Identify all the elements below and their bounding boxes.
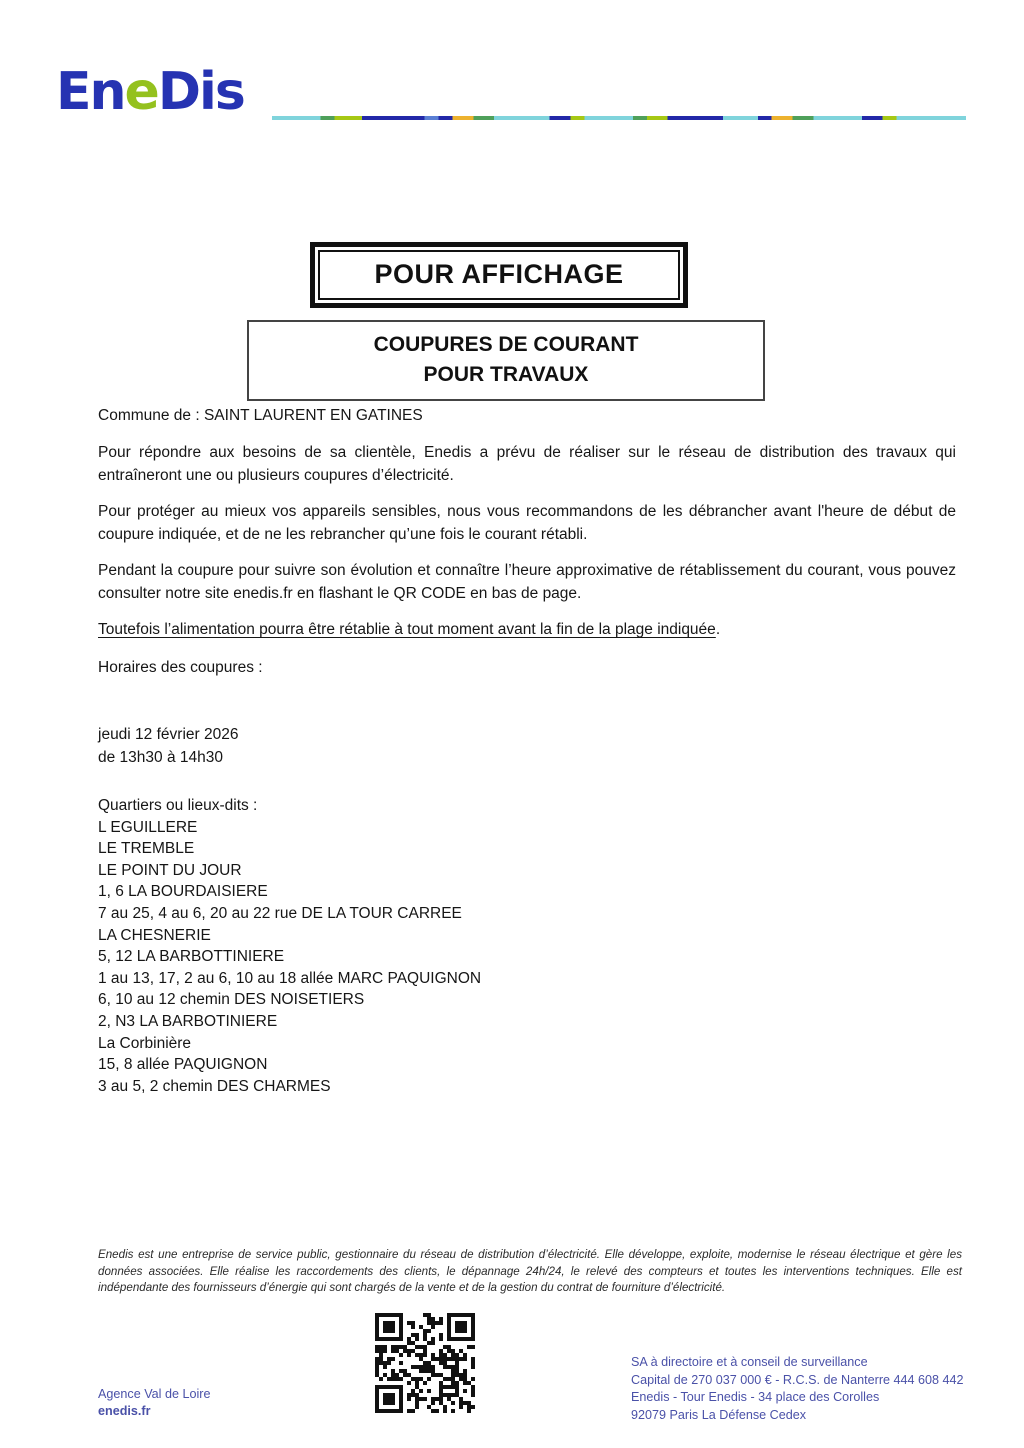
logo-text-blue-1: En [56, 62, 125, 122]
notice-line-1: COUPURES DE COURANT [373, 333, 639, 356]
location-item: 3 au 5, 2 chemin DES CHARMES [98, 1077, 331, 1095]
location-item: LA CHESNERIE [98, 926, 211, 944]
enedis-logo [56, 62, 244, 122]
logo-text-blue-2: Dis [157, 62, 244, 122]
location-item: La Corbinière [98, 1034, 192, 1052]
horaires-label: Horaires des coupures : [98, 659, 263, 676]
location-item: L EGUILLERE [98, 818, 198, 836]
website-label: enedis.fr [98, 1404, 151, 1418]
locations-list [98, 795, 956, 1097]
company-info-block [631, 1354, 964, 1424]
company-line: Capital de 270 037 000 € - R.C.S. de Nanterre 444 608 442 [631, 1372, 964, 1387]
coupures-notice-box [247, 320, 765, 401]
agency-name: Agence Val de Loire [98, 1387, 211, 1401]
location-item: 1, 6 LA BOURDAISIERE [98, 883, 268, 901]
qr-code [375, 1313, 475, 1413]
outage-schedule [98, 723, 956, 769]
header-divider-line [272, 116, 966, 120]
agency-block [98, 1386, 211, 1420]
notice-line-2: POUR TRAVAUX [423, 363, 589, 386]
location-item: LE POINT DU JOUR [98, 861, 242, 879]
commune-line: Commune de : SAINT LAURENT EN GATINES [98, 407, 423, 424]
paragraph-qrcode: Pendant la coupure pour suivre son évolution et connaître l’heure approximative de rétablissement du courant, vous pouvez consulter notre site enedis.fr en flashant le QR CODE en bas de page. [98, 562, 956, 602]
pour-affichage-banner [310, 242, 688, 308]
location-item: 1 au 13, 17, 2 au 6, 10 au 18 allée MARC PAQUIGNON [98, 969, 482, 987]
company-line: 92079 Paris La Défense Cedex [631, 1407, 807, 1422]
toutefois-underlined-text: Toutefois l’alimentation pourra être rétablie à tout moment avant la fin de la plage indiquée [98, 621, 716, 638]
document-body [98, 404, 956, 1097]
location-item: LE TREMBLE [98, 840, 195, 858]
legal-disclaimer: Enedis est une entreprise de service public, gestionnaire du réseau de distribution d’électricité. Elle développe, exploite, modernise le réseau électrique et gère les données associées. Elle réalise les raccordements des clients, le dépannage 24h/24, le relevé des compteurs et toutes les interventions techniques. Elle est indépendante des fournisseurs d’énergie qui sont chargés de la vente et de la gestion du contrat de fourniture d’électricité. [98, 1248, 962, 1294]
outage-date: jeudi 12 février 2026 [98, 726, 239, 743]
location-item: 5, 12 LA BARBOTTINIERE [98, 948, 285, 966]
logo-text-green: e [124, 62, 158, 122]
location-item: 7 au 25, 4 au 6, 20 au 22 rue DE LA TOUR CARREE [98, 904, 462, 922]
company-line: Enedis - Tour Enedis - 34 place des Corolles [631, 1390, 880, 1404]
pour-affichage-title: POUR AFFICHAGE [318, 250, 680, 300]
location-item: 15, 8 allée PAQUIGNON [98, 1056, 268, 1074]
paragraph-intro: Pour répondre aux besoins de sa clientèle, Enedis a prévu de réaliser sur le réseau de distribution des travaux qui entraîneront une ou plusieurs coupures d’électricité. [98, 444, 956, 484]
quartiers-label: Quartiers ou lieux-dits : [98, 797, 258, 814]
toutefois-period: . [715, 621, 721, 638]
outage-time: de 13h30 à 14h30 [98, 749, 223, 766]
company-line: SA à directoire et à conseil de surveillance [631, 1355, 868, 1369]
location-item: 6, 10 au 12 chemin DES NOISETIERS [98, 991, 365, 1009]
paragraph-protection: Pour protéger au mieux vos appareils sensibles, nous vous recommandons de les débrancher avant l'heure de début de coupure indiquée, et de ne les rebrancher qu’une fois le courant rétabli. [98, 503, 956, 543]
location-item: 2, N3 LA BARBOTINIERE [98, 1012, 278, 1030]
toutefois-sentence [98, 618, 956, 641]
